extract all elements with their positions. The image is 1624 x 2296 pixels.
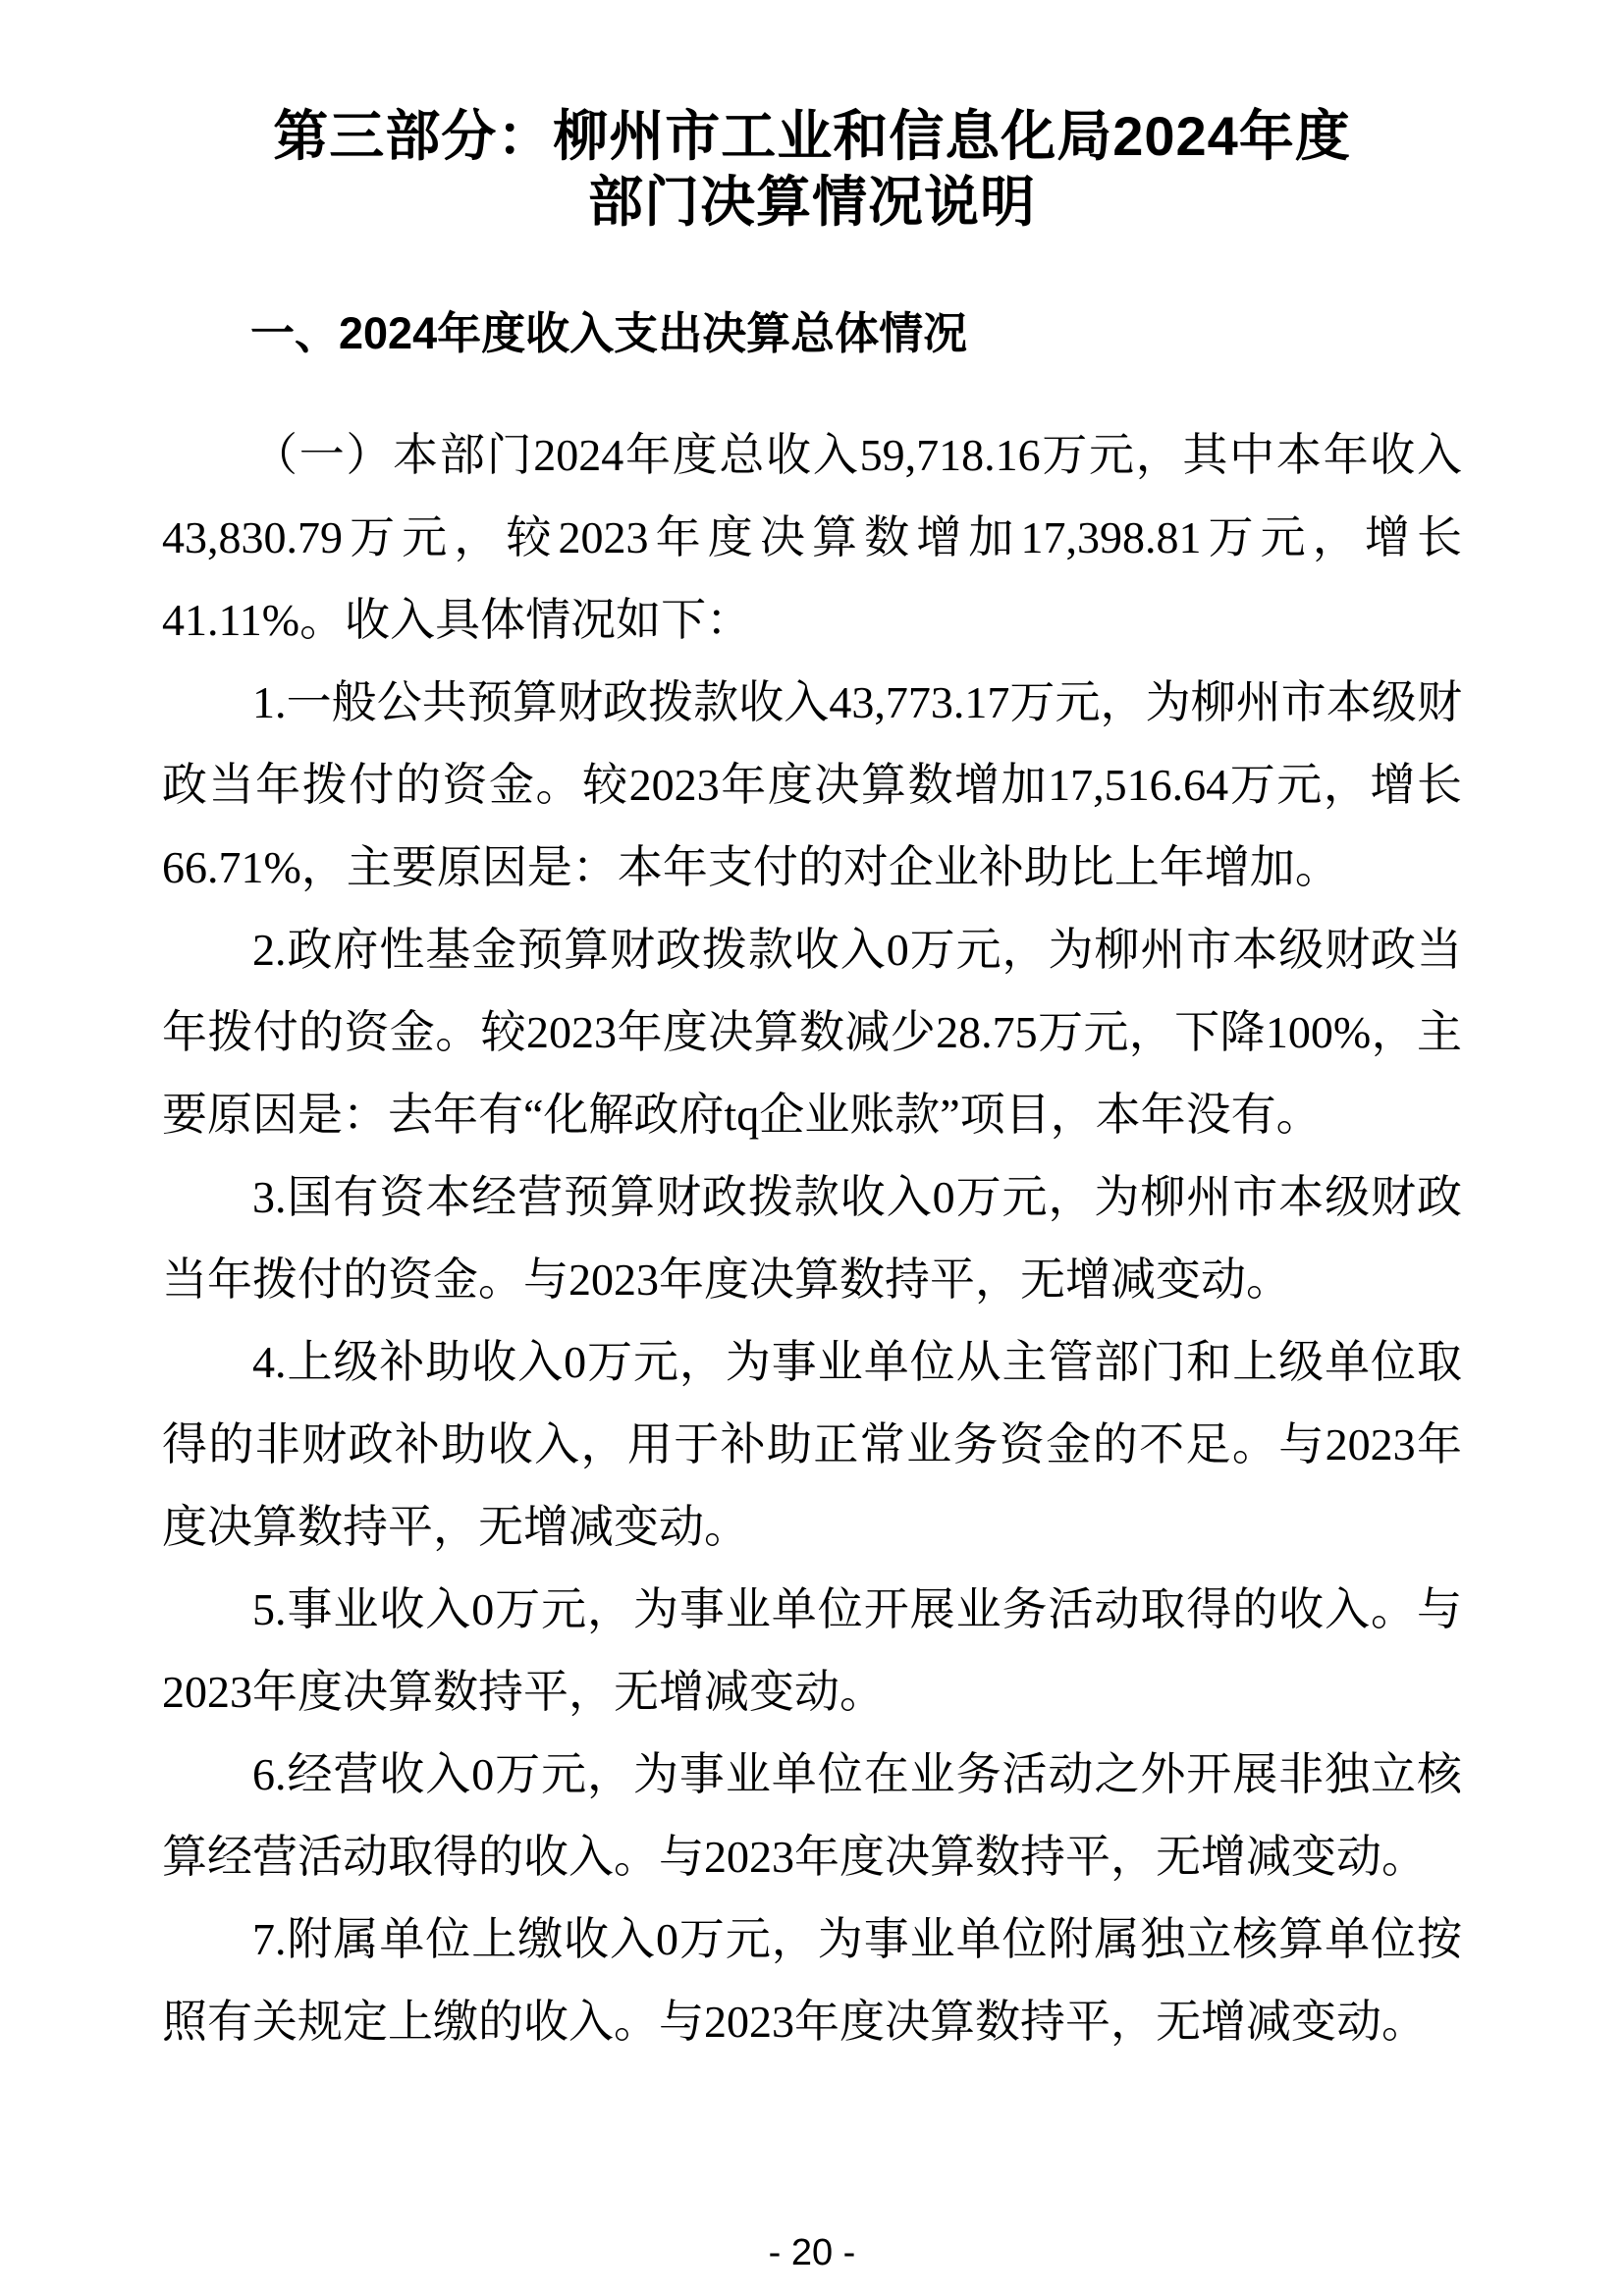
paragraph-total-income: （一）本部门2024年度总收入59,718.16万元，其中本年收入43,830.79万元，较2023年度决算数增加17,398.81万元，增长41.11%。收入具体情况如下：	[162, 430, 1462, 645]
paragraph-state-capital-budget-income: 3.国有资本经营预算财政拨款收入0万元，为柳州市本级财政当年拨付的资金。与2023年度决算数持平，无增减变动。	[162, 1172, 1462, 1305]
document-title-line2: 部门决算情况说明	[588, 171, 1036, 233]
paragraph-institutional-income: 5.事业收入0万元，为事业单位开展业务活动取得的收入。与2023年度决算数持平，无增减变动。	[162, 1584, 1462, 1717]
paragraph-general-public-budget-income: 1.一般公共预算财政拨款收入43,773.17万元，为柳州市本级财政当年拨付的资金。较2023年度决算数增加17,516.64万元，增长66.71%，主要原因是：本年支付的对企业补助比上年增加。	[162, 677, 1462, 892]
paragraph-affiliated-unit-income: 7.附属单位上缴收入0万元，为事业单位附属独立核算单位按照有关规定上缴的收入。与2023年度决算数持平，无增减变动。	[162, 1914, 1462, 2047]
paragraph-operating-income: 6.经营收入0万元，为事业单位在业务活动之外开展非独立核算经营活动取得的收入。与2023年度决算数持平，无增减变动。	[162, 1749, 1462, 1882]
document-title-line1: 第三部分：柳州市工业和信息化局2024年度	[273, 105, 1351, 167]
section-heading-income-expenditure-overview: 一、2024年度收入支出决算总体情况	[250, 308, 968, 358]
page-number: - 20 -	[768, 2232, 856, 2273]
paragraph-government-fund-budget-income: 2.政府性基金预算财政拨款收入0万元，为柳州市本级财政当年拨付的资金。较2023年度决算数减少28.75万元，下降100%，主要原因是：去年有“化解政府tq企业账款”项目，本年没有。	[162, 925, 1462, 1140]
document-body	[162, 414, 1462, 2063]
document-title	[162, 0, 1462, 235]
paragraph-superior-subsidy-income: 4.上级补助收入0万元，为事业单位从主管部门和上级单位取得的非财政补助收入，用于补助正常业务资金的不足。与2023年度决算数持平，无增减变动。	[162, 1337, 1462, 1552]
